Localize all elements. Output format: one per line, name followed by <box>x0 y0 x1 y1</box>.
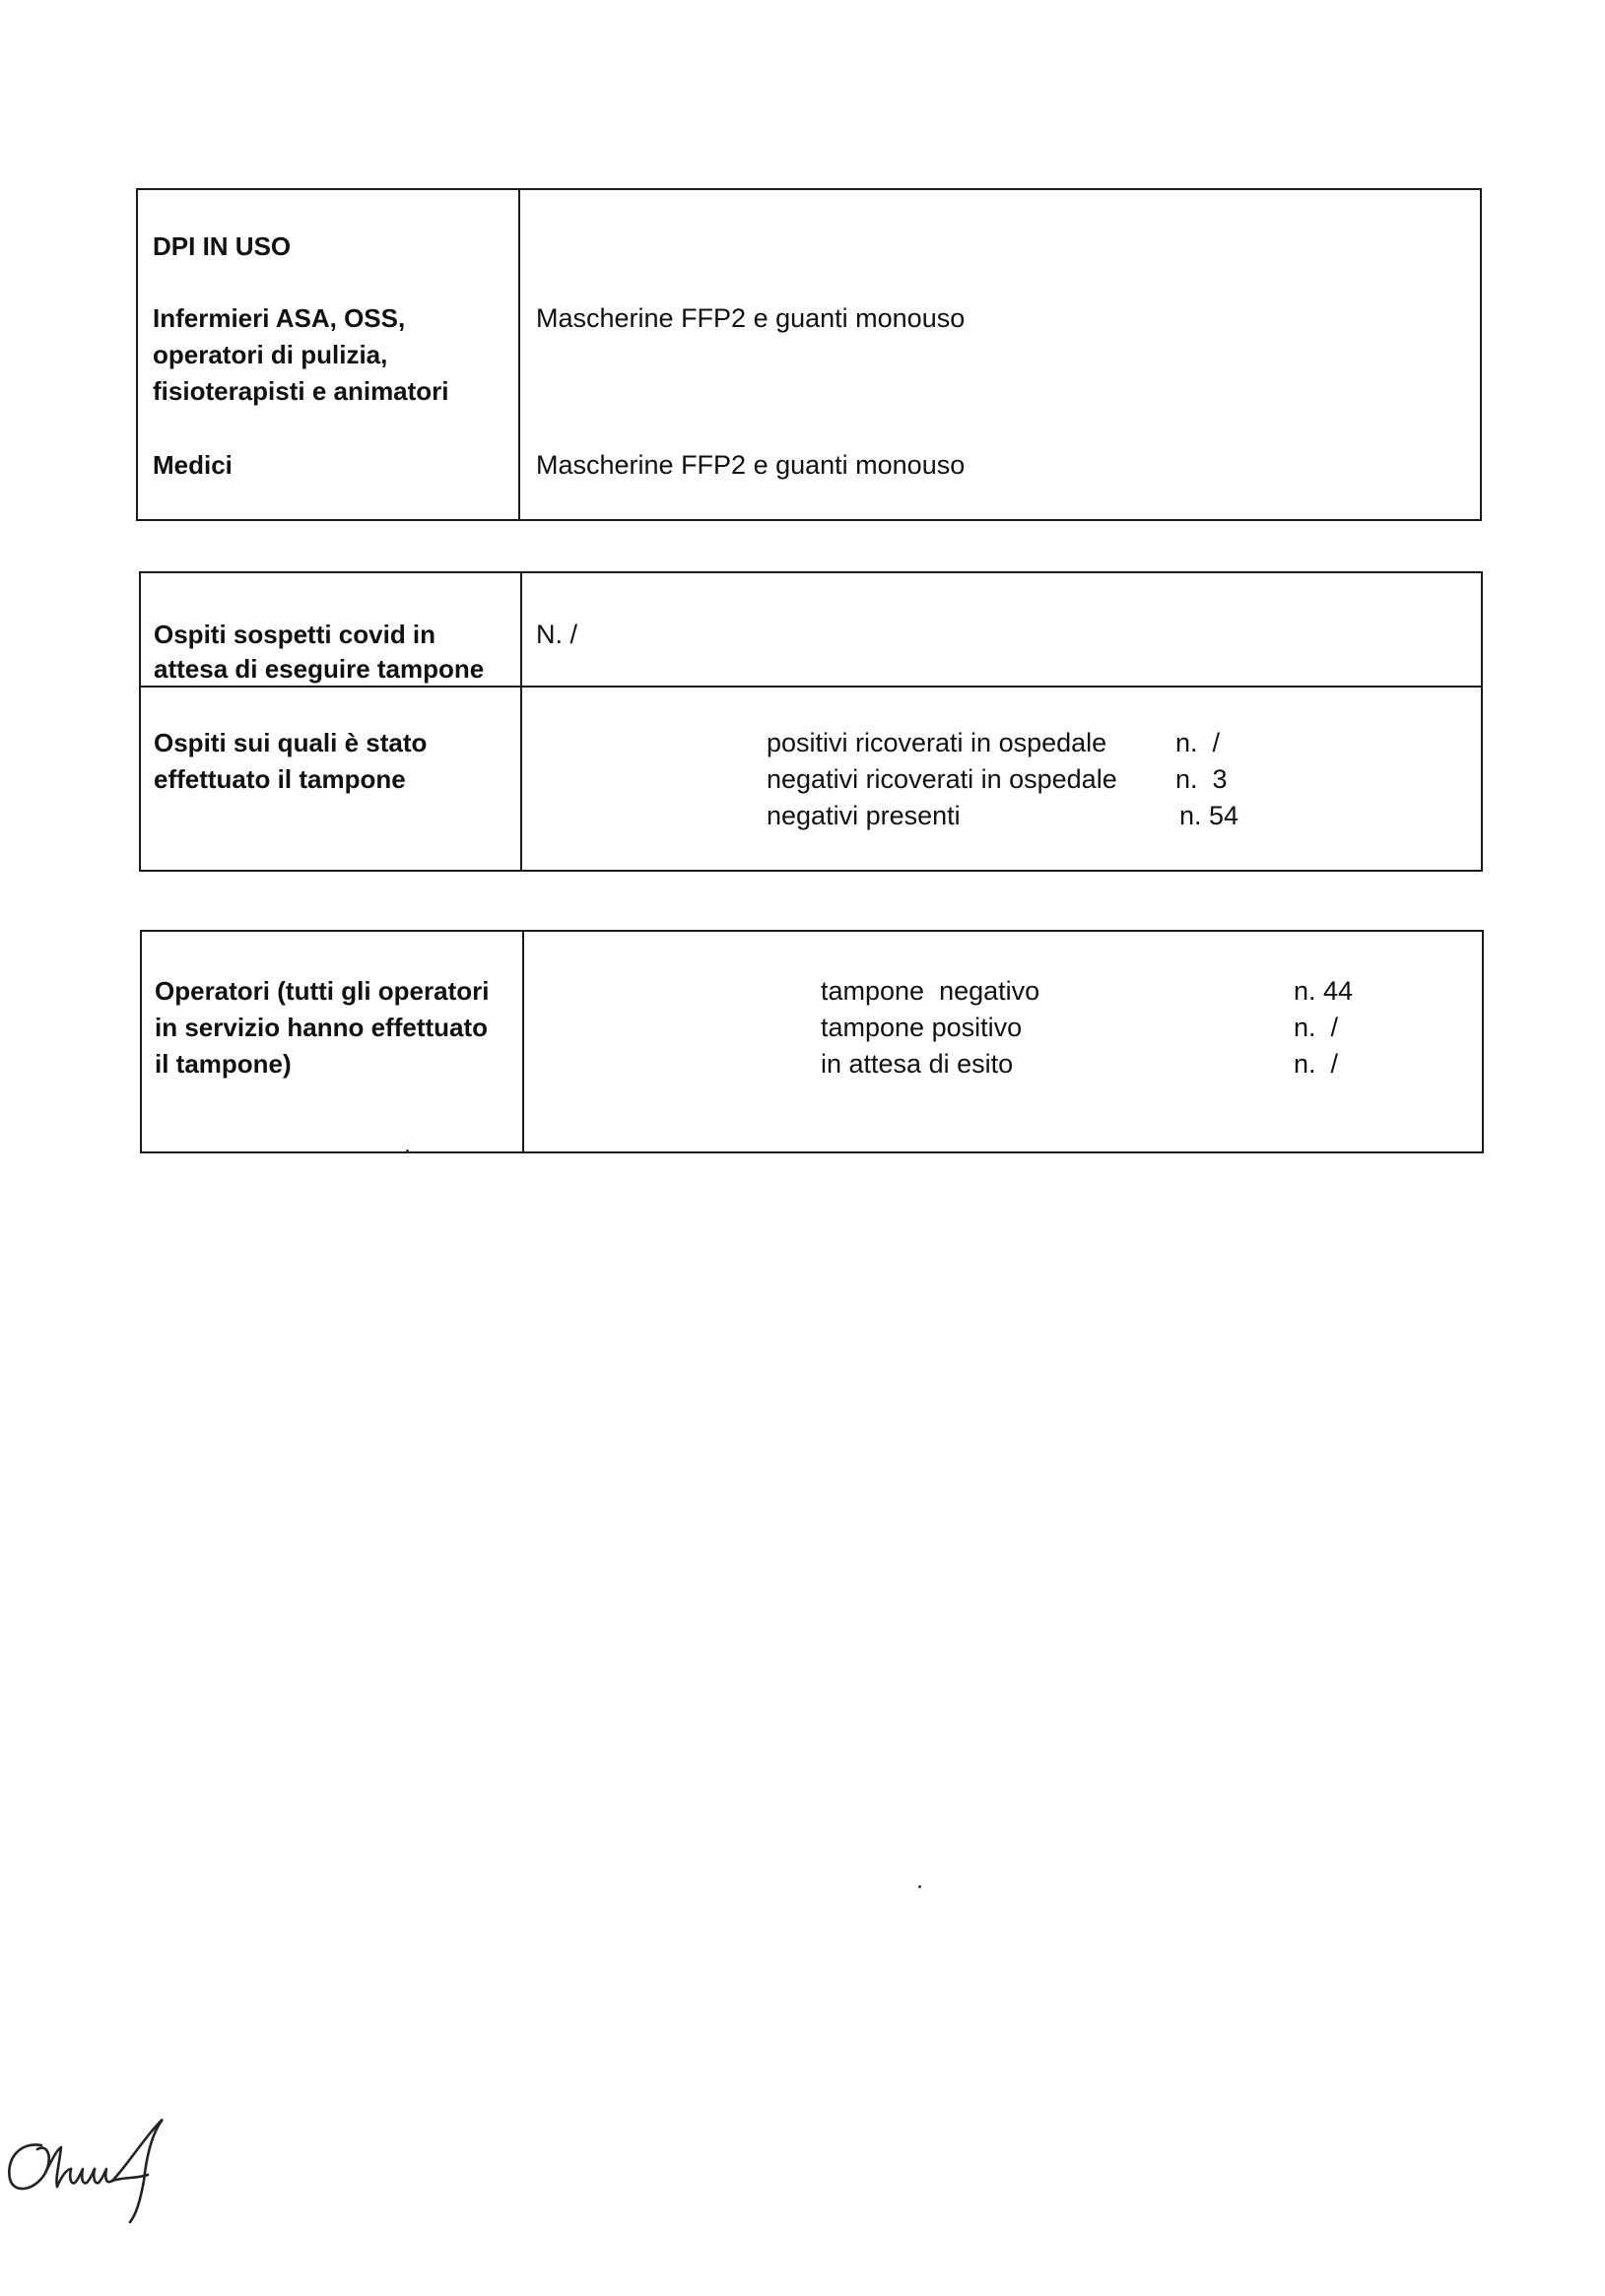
dpi-value-nurses: Mascherine FFP2 e guanti monouso <box>536 303 966 333</box>
ospiti-table <box>139 571 1483 872</box>
scan-speck <box>406 1149 409 1152</box>
tested-label-line-2: effettuato il tampone <box>154 764 406 794</box>
tested-item-count: n. 3 <box>1175 764 1228 794</box>
ospiti-table-row-divider <box>141 686 1481 688</box>
operatori-item-label: tampone positivo <box>821 1013 1023 1042</box>
suspected-value: N. / <box>536 620 578 649</box>
operatori-table <box>140 930 1484 1153</box>
tested-item-count: n. 54 <box>1179 801 1239 830</box>
operatori-item-label: in attesa di esito <box>821 1049 1014 1079</box>
tested-item-label: negativi ricoverati in ospedale <box>767 764 1117 794</box>
operatori-label-line-3: il tampone) <box>155 1049 292 1079</box>
dpi-role-nurses-line-3: fisioterapisti e animatori <box>153 376 449 406</box>
operatori-label-line-1: Operatori (tutti gli operatori <box>155 976 490 1006</box>
dpi-table-divider <box>518 190 520 519</box>
tested-label-line-1: Ospiti sui quali è stato <box>154 728 428 757</box>
dpi-role-nurses-line-2: operatori di pulizia, <box>153 340 388 369</box>
operatori-label-line-2: in servizio hanno effettuato <box>155 1013 489 1042</box>
dpi-table <box>136 188 1482 521</box>
dpi-role-doctors: Medici <box>153 450 233 480</box>
dpi-header: DPI IN USO <box>153 231 292 261</box>
dpi-value-doctors: Mascherine FFP2 e guanti monouso <box>536 450 966 480</box>
tested-item-label: negativi presenti <box>767 801 961 830</box>
scan-speck <box>918 1885 921 1888</box>
tested-item-label: positivi ricoverati in ospedale <box>767 728 1107 757</box>
suspected-label-line-1: Ospiti sospetti covid in <box>154 620 436 649</box>
suspected-label-line-2: attesa di eseguire tampone <box>154 654 485 684</box>
operatori-item-count: n. / <box>1294 1049 1339 1079</box>
signature-icon <box>2 2108 169 2226</box>
operatori-table-divider <box>522 932 524 1151</box>
dpi-role-nurses-line-1: Infermieri ASA, OSS, <box>153 303 406 333</box>
ospiti-table-divider <box>520 573 522 870</box>
operatori-item-count: n. / <box>1294 1013 1339 1042</box>
tested-item-count: n. / <box>1175 728 1221 757</box>
operatori-item-count: n. 44 <box>1294 976 1354 1006</box>
operatori-item-label: tampone negativo <box>821 976 1040 1006</box>
